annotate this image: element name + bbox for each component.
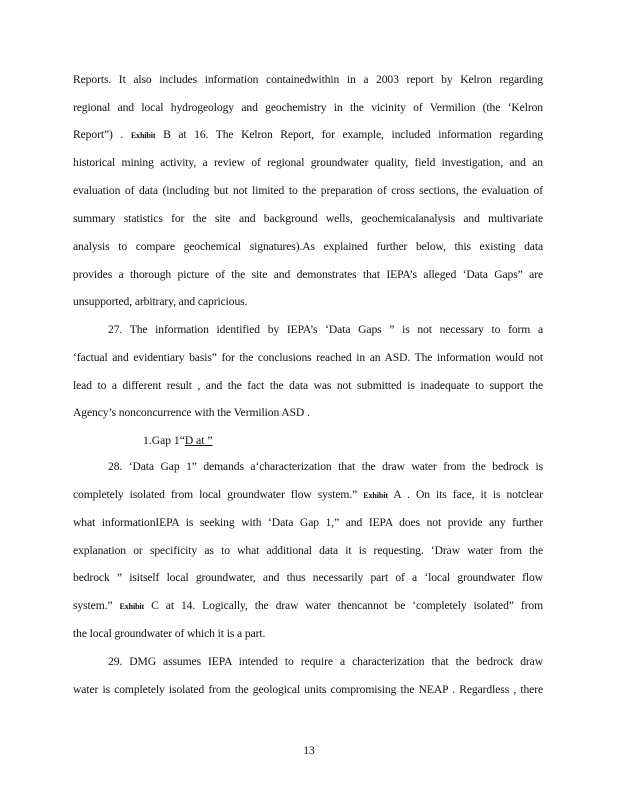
- text-line: explanation or specificity as to what additional data it is requesting. ‘Draw water from the: [73, 544, 543, 557]
- text-line: evaluation of data (including but not limited to the preparation of cross sections, the evaluation of: [73, 184, 543, 197]
- paragraph-29-first-line: 29. DMG assumes IEPA intended to require a characterization that the bedrock draw: [108, 655, 543, 668]
- text-line: what informationIEPA is seeking with ‘Data Gap 1,” and IEPA does not provide any further: [73, 516, 543, 529]
- paragraph-28-first-line: 28. ‘Data Gap 1” demands a‘characterization that the draw water from the bedrock is: [108, 460, 543, 473]
- text-fragment: C at 14. Logically, the draw water thencannot be ‘completely isolated” from: [151, 599, 543, 612]
- paragraph-27-first-line: 27. The information identified by IEPA’s ‘Data Gaps ” is not necessary to form a: [108, 323, 543, 336]
- exhibit-label: Exhibit: [119, 602, 145, 611]
- heading-title: D at ”: [184, 434, 213, 447]
- exhibit-label: Exhibit: [363, 491, 388, 500]
- text-fragment: Report”) .: [73, 128, 124, 141]
- text-line: ‘factual and evidentiary basis” for the conclusions reached in an ASD. The information would not: [73, 351, 543, 364]
- text-line: the local groundwater of which it is a part.: [73, 627, 266, 640]
- text-line: lead to a different result , and the fact the data was not submitted is inadequate to support the: [73, 379, 543, 392]
- section-heading: [143, 434, 213, 448]
- text-line: historical mining activity, a review of regional groundwater quality, field investigation, and an: [73, 156, 543, 169]
- text-line: analysis to compare geochemical signatures).As explained further below, this existing data: [73, 240, 543, 253]
- text-line: summary statistics for the site and background wells, geochemicalanalysis and multivariate: [73, 212, 543, 225]
- text-line: regional and local hydrogeology and geochemistry in the vicinity of Vermilion (the ‘Kelron: [73, 101, 543, 114]
- text-line: bedrock ” isitself local groundwater, and thus necessarily part of a ‘local groundwater flow: [73, 571, 543, 584]
- text-line: unsupported, arbitrary, and capricious.: [73, 295, 248, 308]
- text-fragment: system.”: [73, 599, 113, 612]
- text-line: [73, 599, 543, 614]
- text-fragment: completely isolated from local groundwater flow system.”: [73, 488, 358, 501]
- text-fragment: B at 16. The Kelron Report, for example, included information regarding: [163, 128, 543, 141]
- text-line: Agency’s nonconcurrence with the Vermilion ASD .: [73, 406, 310, 419]
- text-fragment: A . On its face, it is notclear: [393, 488, 543, 501]
- exhibit-label: Exhibit: [130, 131, 156, 140]
- page-number: 13: [303, 744, 315, 757]
- heading-gap-label: Gap 1“: [151, 434, 185, 447]
- heading-number: 1.: [143, 434, 152, 447]
- text-line: provides a thorough picture of the site and demonstrates that IEPA’s alleged ‘Data Gaps” are: [73, 268, 543, 281]
- text-line: Reports. It also includes information containedwithin in a 2003 report by Kelron regarding: [73, 73, 543, 86]
- text-line: [73, 488, 543, 503]
- text-line: water is completely isolated from the geological units compromising the NEAP . Regardless , there: [73, 683, 543, 696]
- text-line: [73, 128, 543, 143]
